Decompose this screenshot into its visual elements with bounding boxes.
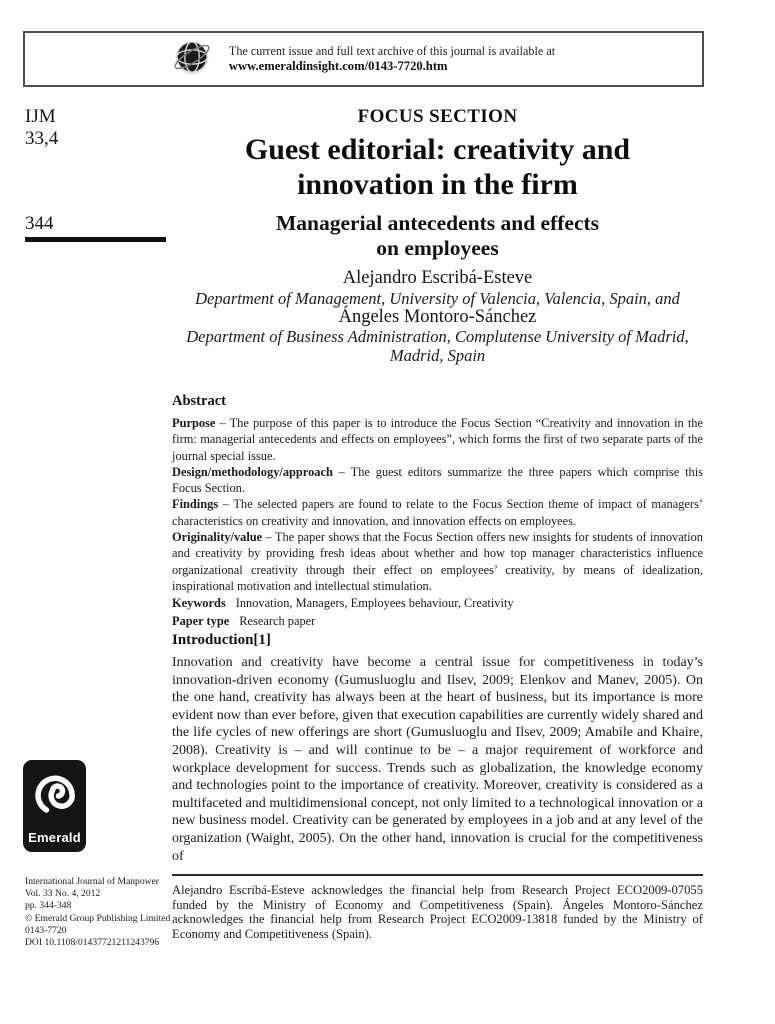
journal-archive-url: www.emeraldinsight.com/0143-7720.htm [228,59,448,73]
abstract-purpose [172,415,703,464]
keywords-line [172,595,703,612]
journal-info-line: pp. 344-348 [25,900,72,912]
keywords-label: Keywords [172,596,226,611]
abstract-design-text: – The guest editors summarize the three papers which comprise this Focus Section. [172,464,703,496]
abstract-findings-text: – The selected papers are found to relate to the Focus Section theme of impact of managers’ characteristics on creativity and innovation, and innovation effects on employees. [172,497,703,528]
introduction-heading: Introduction[1] [172,632,271,648]
journal-info-line: DOI 10.1108/01437721211243796 [25,937,160,949]
abstract-findings-label: Findings [172,497,219,512]
author-affiliation: Department of Business Administration, Complutense University of Madrid, Madrid, Spain [186,327,689,365]
availability-banner [23,31,704,87]
introduction-paragraph: Innovation and creativity have become a central issue for competitiveness in today’s innovation-driven economy (Gumusluoglu and Ilsev, 2009; Elenkov and Manev, 2005). On the one hand, creativity has always been at the heart of business, but its importance is more evident now than ever before, given that execution capabilities are currently widely shared and the life cycles of new offerings are short (Gumusluoglu and Ilsev, 2009; Amabile and Khaire, 2008). Creativity is – and will continue to be – a major requirement of workforce and workplace development for success. Trends such as globalization, the knowledge economy and technologies point to the importance of creativity. Moreover, creativity is considered as a multifaceted and multidimensional concept, not only limited to a technological innovation or a new business model. Creativity can be generated by employees in a job and at any level of the organization (Waight, 2005). On the other hand, innovation is crucial for the competitiveness of [172,655,704,864]
keywords-value: Innovation, Managers, Employees behaviour, Creativity [235,596,514,611]
abstract-originality [172,529,703,594]
divider-bar [25,237,166,242]
author-name: Alejandro Escribá-Esteve [342,268,533,288]
journal-code: IJM [25,106,56,127]
journal-info-line: © Emerald Group Publishing Limited [25,912,171,924]
abstract-originality-text: – The paper shows that the Focus Section offers new insights for students of innovation and creativity by providing fresh ideas about whether and how top manager characteristics influence organizational creativity through their effect on employees’ creativity, by means of idealization, inspirational motivation and intellectual stimulation. [172,530,703,593]
banner-availability-text: The current issue and full text archive of this journal is available at [228,43,556,58]
journal-info-line: International Journal of Manpower [25,876,160,887]
journal-info-line: 0143-7720 [25,924,67,936]
abstract-purpose-text: – The purpose of this paper is to introduce the Focus Section “Creativity and innovation in the firm: managerial antecedents and effects on employees”, which forms the first of two separate parts of the journal special issue. [172,416,703,463]
page-number: 344 [25,213,54,234]
abstract-originality-label: Originality/value [172,530,263,545]
journal-code-block [25,106,58,149]
acknowledgement-footnote: Alejandro Escribá-Esteve acknowledges the financial help from Research Project ECO2009-07055 funded by the Ministry of Economy and Competitiveness (Spain). Ángeles Montoro-Sánchez acknowledges the financial help from Research Project ECO2009-13818 funded by the Ministry of Economy and Competitiveness (Spain). [172,874,703,941]
article-subtitle: Managerial antecedents and effects on employees [275,211,600,260]
emerald-logo-label: Emerald [28,830,81,845]
abstract-block [172,393,703,630]
paper-type-line [172,613,703,630]
author-affiliation: Department of Management, University of Valencia, Valencia, Spain, and [195,288,680,308]
abstract-design-label: Design/methodology/approach [172,464,333,479]
abstract-design [172,464,703,497]
journal-issue: 33,4 [25,127,59,149]
abstract-findings [172,496,703,529]
abstract-heading: Abstract [172,393,226,409]
introduction-block [172,632,703,865]
paper-type-label: Paper type [172,614,230,629]
abstract-purpose-label: Purpose [172,416,216,430]
article-header [172,106,703,365]
article-title: Guest editorial: creativity and innovation in the firm [244,133,631,201]
paper-type-value: Research paper [239,614,316,629]
journal-info-line: Vol. 33 No. 4, 2012 [25,888,101,900]
globe-icon [172,35,214,84]
author-name: Ángeles Montoro-Sánchez [338,306,537,327]
emerald-logo [23,760,86,852]
emerald-spiral-icon [23,765,86,819]
section-label: FOCUS SECTION [357,106,518,127]
journal-info [25,876,185,949]
